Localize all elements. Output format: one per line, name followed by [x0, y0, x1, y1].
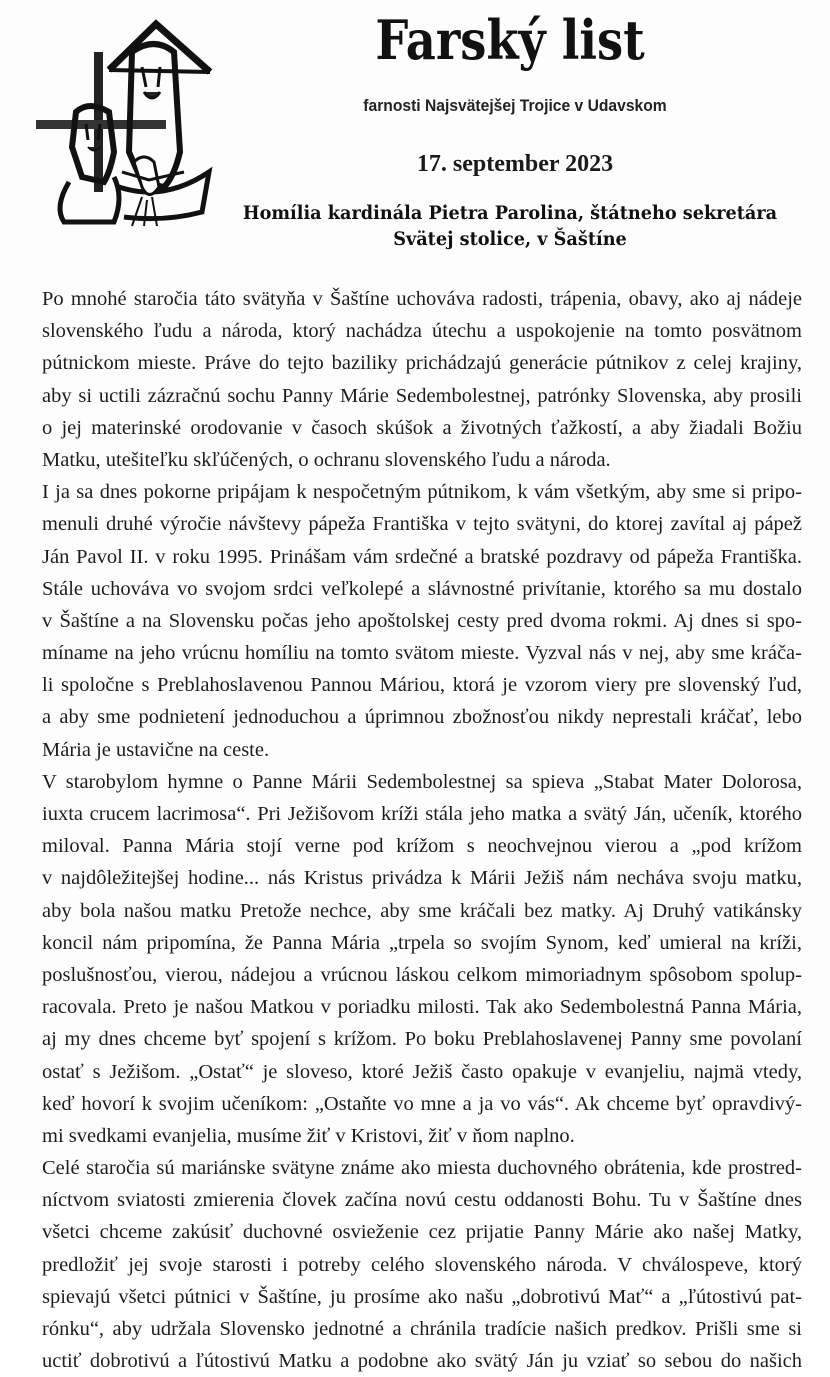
body-text-line: menuli druhé výročie návštevy pápeža Františka v tejto svätyni, do ktorej zavítal aj pápež	[42, 513, 802, 536]
body-text-line: Mária je ustavične na ceste.	[42, 738, 270, 761]
body-text-line: ostať s Ježišom. „Ostať“ je sloveso, ktoré Ježiš často opakuje v evanjeliu, najmä vtedy,	[42, 1060, 802, 1083]
article-body	[42, 283, 802, 1377]
body-text-line: o jej materinské orodovanie v časoch skúšok a životných ťažkostí, a aby žiadali Božiu	[42, 416, 802, 439]
body-text-line: predložiť jej svoje starosti i potreby celého slovenského národa. V chválospeve, ktorý	[42, 1253, 802, 1276]
holy-trinity-illustration-icon	[14, 12, 214, 227]
body-text-line: rónku“, aby udržala Slovensko jednotné a chránila tradície našich predkov. Prišli sme si	[42, 1318, 802, 1340]
body-text-line: mi svedkami evanjelia, musíme žiť v Kristovi, žiť v ňom naplno.	[42, 1124, 575, 1147]
body-text-line: keď hovorí k svojim učeníkom: „Ostaňte vo mne a ja vo vás“. Ak chceme byť opravdivý-	[42, 1092, 802, 1115]
body-text-line: uctiť dobrotivú a ľútostivú Matku a podobne ako svätý Ján ju vziať so sebou do našich	[42, 1350, 802, 1373]
body-text-line: Stále uchováva vo svojom srdci veľkolepé a slávnostné privítanie, ktorého sa mu dostalo	[42, 577, 802, 600]
body-text-line: Celé staročia sú mariánske svätyne známe ako miesta duchovného obrátenia, kde prostred-	[42, 1157, 802, 1180]
body-text-line: V starobylom hymne o Panne Márii Sedembolestnej sa spieva „Stabat Mater Dolorosa,	[42, 770, 802, 793]
body-text-line: spievajú všetci pútnici v Šaštíne, ju prosíme ako našu „dobrotivú Mať“ a „ľútostivú pat-	[42, 1285, 802, 1308]
body-text-line: I ja sa dnes pokorne pripájam k nespočetným pútnikom, k vám všetkým, aby sme si pripo-	[42, 481, 802, 504]
body-text-line: miloval. Panna Mária stojí verne pod krížom s neochvejnou vierou a „pod krížom	[42, 835, 802, 858]
headline-line-1: Homília kardinála Pietra Parolina, štátneho sekretára	[242, 202, 778, 224]
article-headline	[212, 200, 807, 252]
body-text-line: racovala. Preto je našou Matkou v poriadku milosti. Tak ako Sedembolestná Panna Mária,	[42, 996, 802, 1019]
body-text-line: koncil nám pripomína, že Panna Mária „trpela so svojím Synom, keď umieral na kríži,	[42, 931, 802, 954]
issue-date: 17. september 2023	[416, 151, 614, 177]
body-text-line: slovenského ľudu a národa, ktorý nachádza útechu a uspokojenie na tomto posvätnom	[42, 320, 802, 343]
body-text-line: poslušnosťou, vierou, nádejou a vrúcnou láskou celkom mimoriadnym spôsobom spolup-	[42, 963, 802, 986]
headline-line-2: Svätej stolice, v Šaštíne	[393, 228, 627, 250]
body-text-line: aj my dnes chceme byť spojení s krížom. Po boku Preblahoslavenej Panny sme povolaní	[42, 1028, 802, 1051]
body-text-line: v najdôležitejšej hodine... nás Kristus privádza k Márii Ježiš nám necháva svoju matku,	[42, 867, 802, 890]
body-text-line: a aby sme podnietení jednoduchou a úprimnou zbožnosťou nikdy neprestali kráčať, lebo	[42, 706, 802, 729]
body-text-line: Matku, utešiteľku skľúčených, o ochranu slovenského ľudu a národa.	[42, 448, 611, 471]
body-text-line: li spoločne s Preblahoslavenou Pannou Máriou, ktorá je vzorom viery pre slovenský ľud,	[42, 674, 802, 697]
masthead-subtitle: farnosti Najsvätejšej Trojice v Udavskom	[363, 96, 667, 115]
body-text-line: Po mnohé staročia táto svätyňa v Šaštíne uchováva radosti, trápenia, obavy, ako aj nádeje	[42, 288, 802, 310]
body-text-line: aby si uctili zázračnú sochu Panny Márie Sedembolestnej, patrónky Slovenska, aby prosili	[42, 384, 802, 407]
body-text-line: Ján Pavol II. v roku 1995. Prinášam vám srdečné a bratské pozdravy od pápeža Františka.	[42, 545, 802, 568]
body-text-line: míname na jeho vrúcnu homíliu na tomto svätom mieste. Vyzval nás v nej, aby sme kráča-	[42, 642, 802, 665]
body-text-line: aby bola našou matku Pretože nechce, aby sme kráčali bez matky. Aj Druhý vatikánsky	[42, 899, 802, 922]
body-text-line: níctvom sviatosti zmierenia človek začína novú cestu oddanosti Bohu. Tu v Šaštíne dnes	[42, 1189, 802, 1212]
body-text-line: v Šaštíne a na Slovensku počas jeho apoštolskej cesty pred dvoma rokmi. Aj dnes si spo-	[42, 609, 802, 632]
body-text-line: všetci chceme zakúsiť duchovné osvieženie cez prijatie Panny Márie ako našej Matky,	[42, 1221, 802, 1244]
body-text-line: pútnickom mieste. Práve do tejto baziliky prichádzajú generácie pútnikov z celej krajiny,	[42, 352, 802, 375]
masthead-title: Farský list	[375, 8, 645, 72]
body-text-line: iuxta crucem lacrimosa“. Pri Ježišovom kríži stála jeho matka a svätý Ján, učeník, ktorého	[42, 803, 802, 825]
